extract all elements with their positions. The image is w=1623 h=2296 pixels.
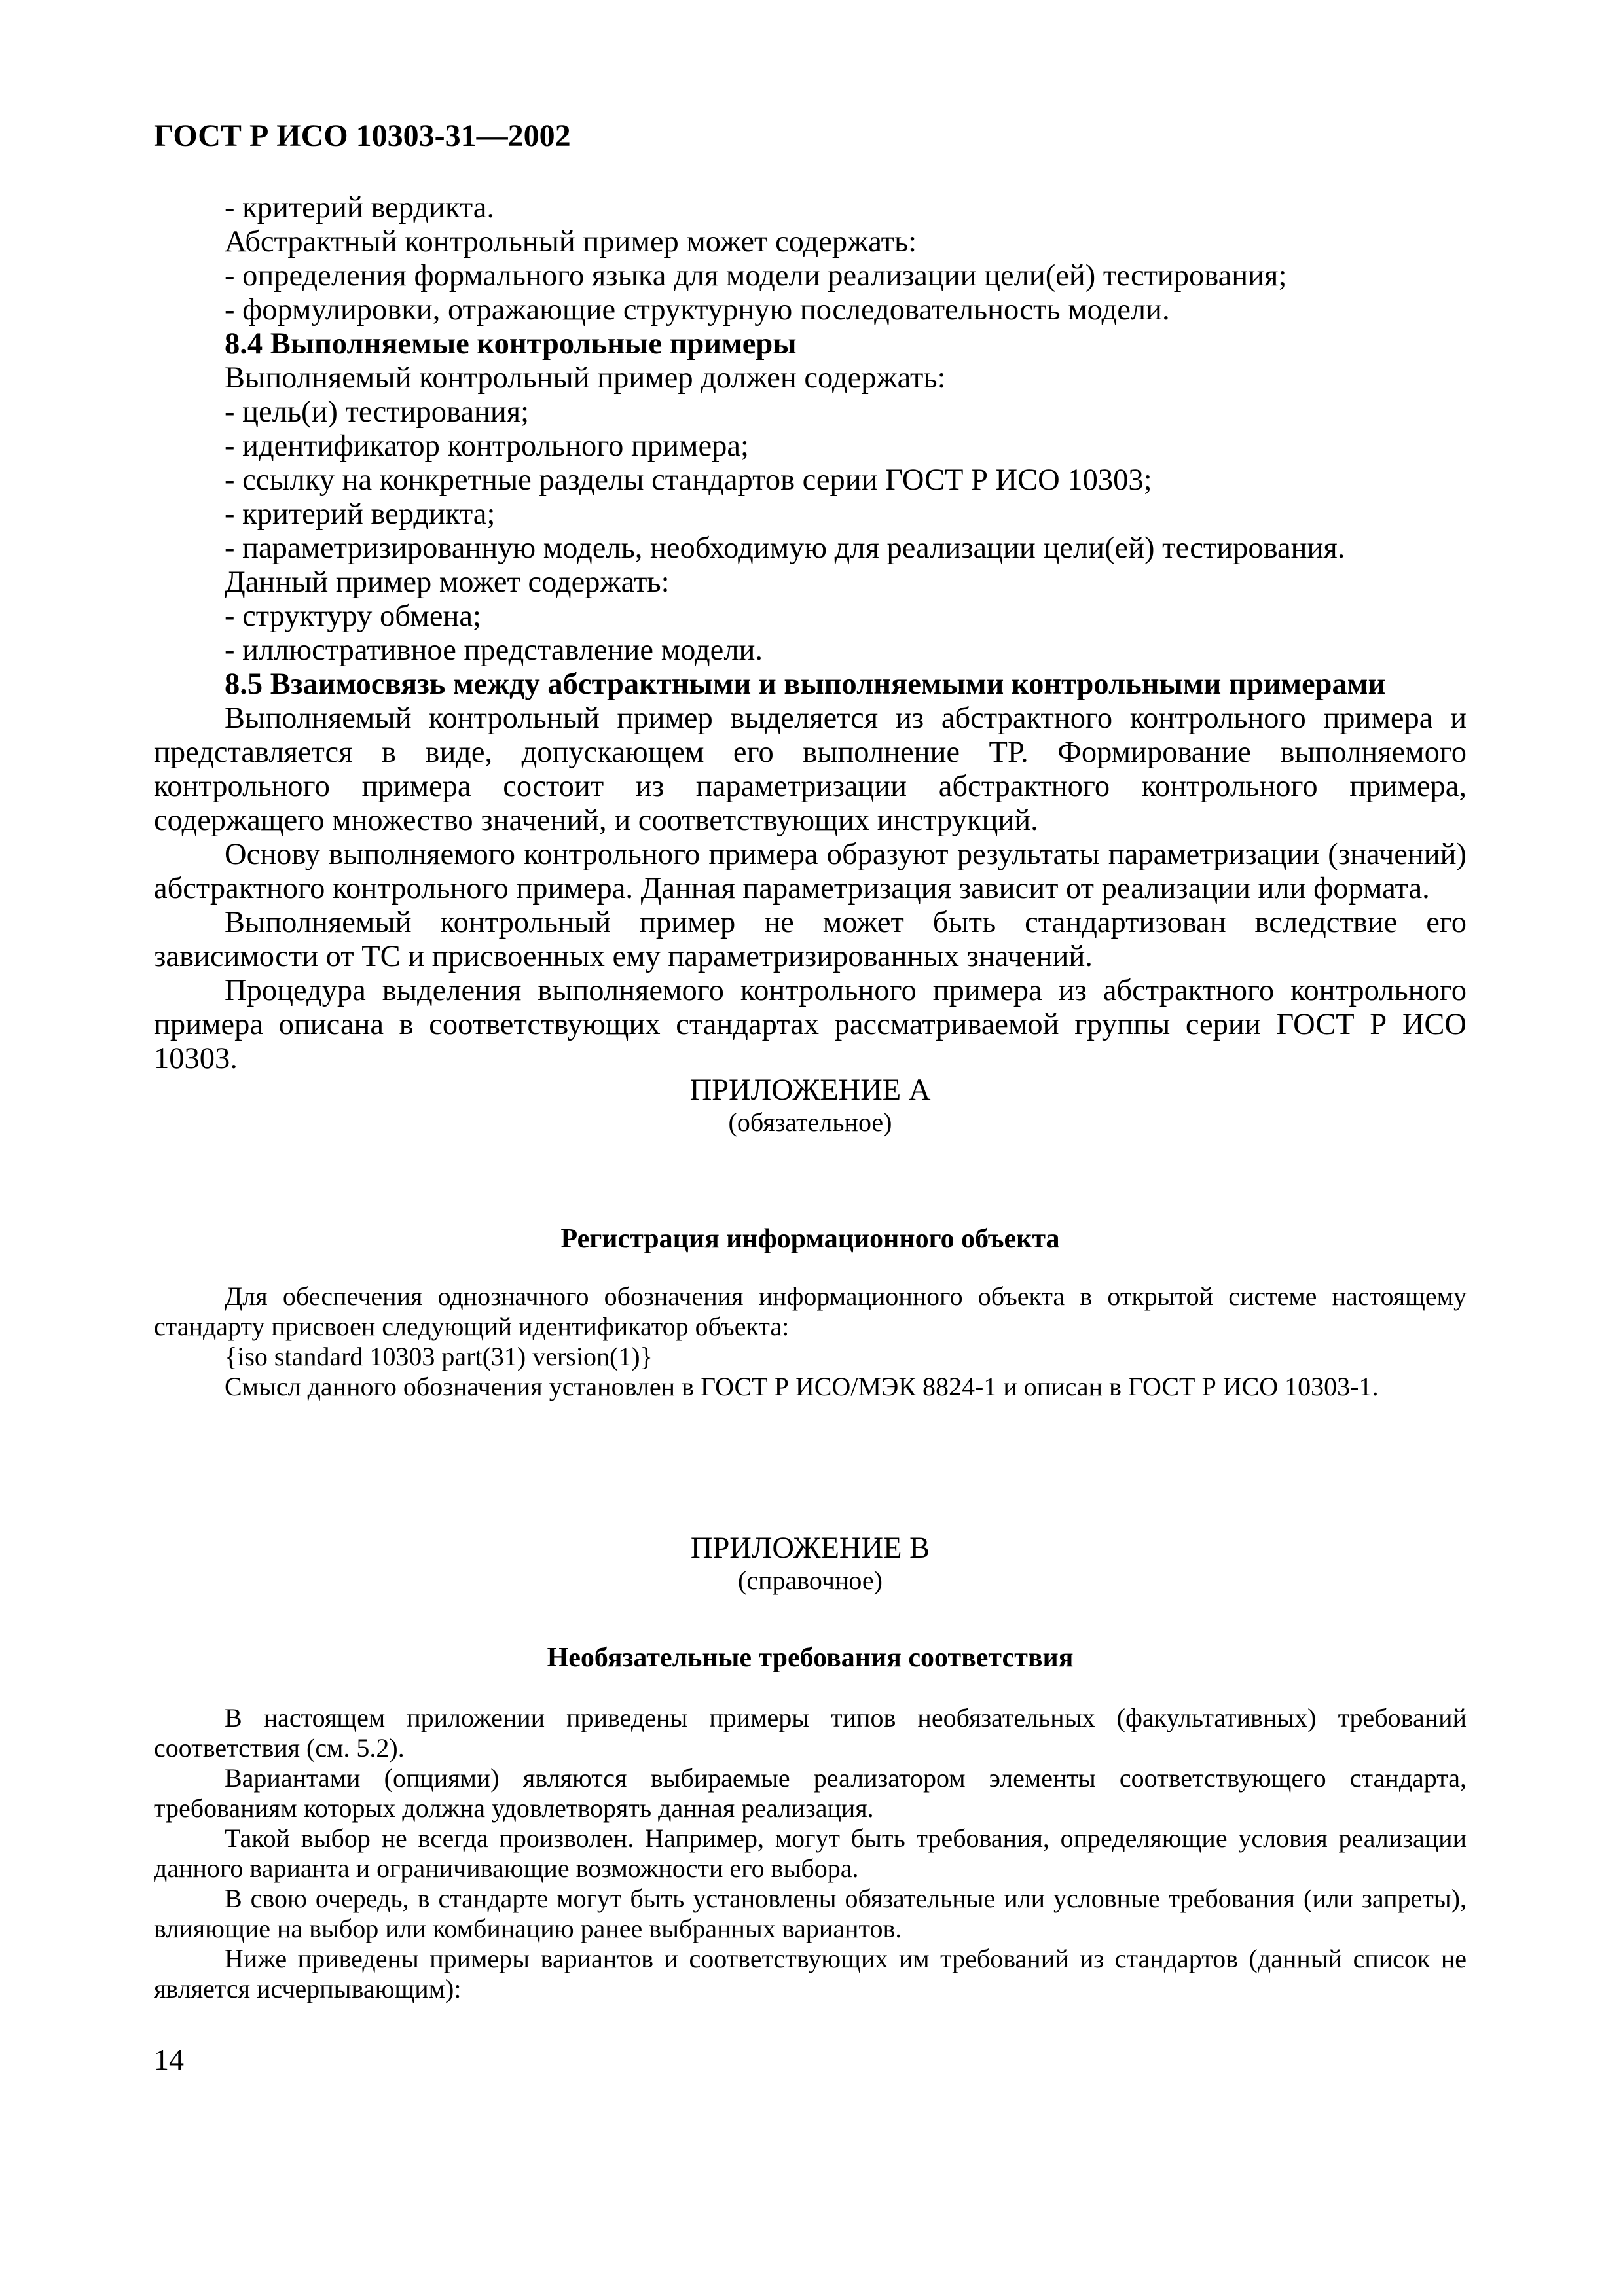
paragraph: Вариантами (опциями) являются выбираемые реализатором элементы соответствующего стандарта, требованиям которых должна удовлетворять данная реализация. (154, 1763, 1467, 1823)
section-title: Взаимосвязь между абстрактными и выполняемыми контрольными примерами (270, 668, 1386, 701)
list-item: - определения формального языка для модели реализации цели(ей) тестирования; (225, 259, 1287, 293)
list-item: - ссылку на конкретные разделы стандартов серии ГОСТ Р ИСО 10303; (225, 463, 1152, 497)
paragraph: Процедура выделения выполняемого контрольного примера из абстрактного контрольного примера описана в соответствующих стандартах рассматриваемой группы серии ГОСТ Р ИСО 10303. (154, 974, 1467, 1075)
section-title: Выполняемые контрольные примеры (270, 327, 797, 361)
appendix-a-body (154, 1224, 1467, 1402)
section-8-4-heading (154, 327, 1467, 361)
paragraph: Выполняемый контрольный пример должен содержать: (225, 361, 946, 395)
paragraph: Основу выполняемого контрольного примера образуют результаты параметризации (значений) абстрактного контрольного примера. Данная параметризация зависит от реализации или формата. (154, 838, 1467, 905)
paragraph: Данный пример может содержать: (225, 565, 670, 599)
page-number: 14 (154, 2043, 184, 2076)
appendix-b-heading: ПРИЛОЖЕНИЕ В (690, 1532, 930, 1565)
list-item: - иллюстративное представление модели. (225, 634, 763, 667)
paragraph: Смысл данного обозначения установлен в ГОСТ Р ИСО/МЭК 8824-1 и описан в ГОСТ Р ИСО 10303-1. (225, 1372, 1379, 1401)
paragraph: Ниже приведены примеры вариантов и соответствующих им требований из стандартов (данный список не является исчерпывающим): (154, 1944, 1467, 2003)
paragraph: Для обеспечения однозначного обозначения информационного объекта в открытой системе настоящему стандарту присвоен следующий идентификатор объекта: (154, 1282, 1467, 1341)
list-item: - идентификатор контрольного примера; (225, 429, 749, 463)
paragraph: Выполняемый контрольный пример выделяется из абстрактного контрольного примера и представляется в виде, допускающем его выполнение ТР. Формирование выполняемого контрольного примера состоит из параметризации абстрактного контрольного примера, содержащего множество значений, и соответствующих инструкций. (154, 702, 1467, 837)
paragraph: В свою очередь, в стандарте могут быть установлены обязательные или условные требования (или запреты), влияющие на выбор или комбинацию ранее выбранных вариантов. (154, 1884, 1467, 1943)
appendix-a-heading: ПРИЛОЖЕНИЕ А (689, 1073, 931, 1107)
section-number: 8.5 (225, 668, 263, 701)
section-8-5-heading (154, 668, 1467, 702)
section-8-block (154, 191, 1467, 1076)
section-number: 8.4 (225, 327, 263, 361)
object-identifier: {iso standard 10303 part(31) version(1)} (225, 1342, 653, 1371)
list-item: - структуру обмена; (225, 600, 481, 633)
appendix-a (154, 1073, 1467, 1138)
paragraph: Выполняемый контрольный пример не может быть стандартизован вследствие его зависимости от ТС и присвоенных ему параметризированных значений. (154, 906, 1467, 973)
appendix-a-title: Регистрация информационного объекта (560, 1224, 1060, 1254)
appendix-b (154, 1532, 1467, 1596)
list-item: - критерий вердикта. (225, 191, 495, 224)
appendix-b-status: (справочное) (738, 1566, 883, 1595)
paragraph: Такой выбор не всегда произволен. Например, могут быть требования, определяющие условия реализации данного варианта и ограничивающие возможности его выбора. (154, 1823, 1467, 1883)
document-header: ГОСТ Р ИСО 10303-31—2002 (154, 118, 571, 153)
appendix-b-title: Необязательные требования соответствия (547, 1643, 1074, 1673)
list-item: - формулировки, отражающие структурную последовательность модели. (225, 293, 1170, 327)
appendix-b-body (154, 1643, 1467, 2004)
list-item: - цель(и) тестирования; (225, 395, 530, 429)
list-item: - параметризированную модель, необходимую для реализации цели(ей) тестирования. (225, 531, 1345, 565)
list-item: - критерий вердикта; (225, 497, 496, 531)
paragraph: Абстрактный контрольный пример может содержать: (225, 225, 917, 259)
paragraph: В настоящем приложении приведены примеры типов необязательных (факультативных) требований соответствия (см. 5.2). (154, 1703, 1467, 1763)
appendix-a-status: (обязательное) (728, 1107, 892, 1137)
